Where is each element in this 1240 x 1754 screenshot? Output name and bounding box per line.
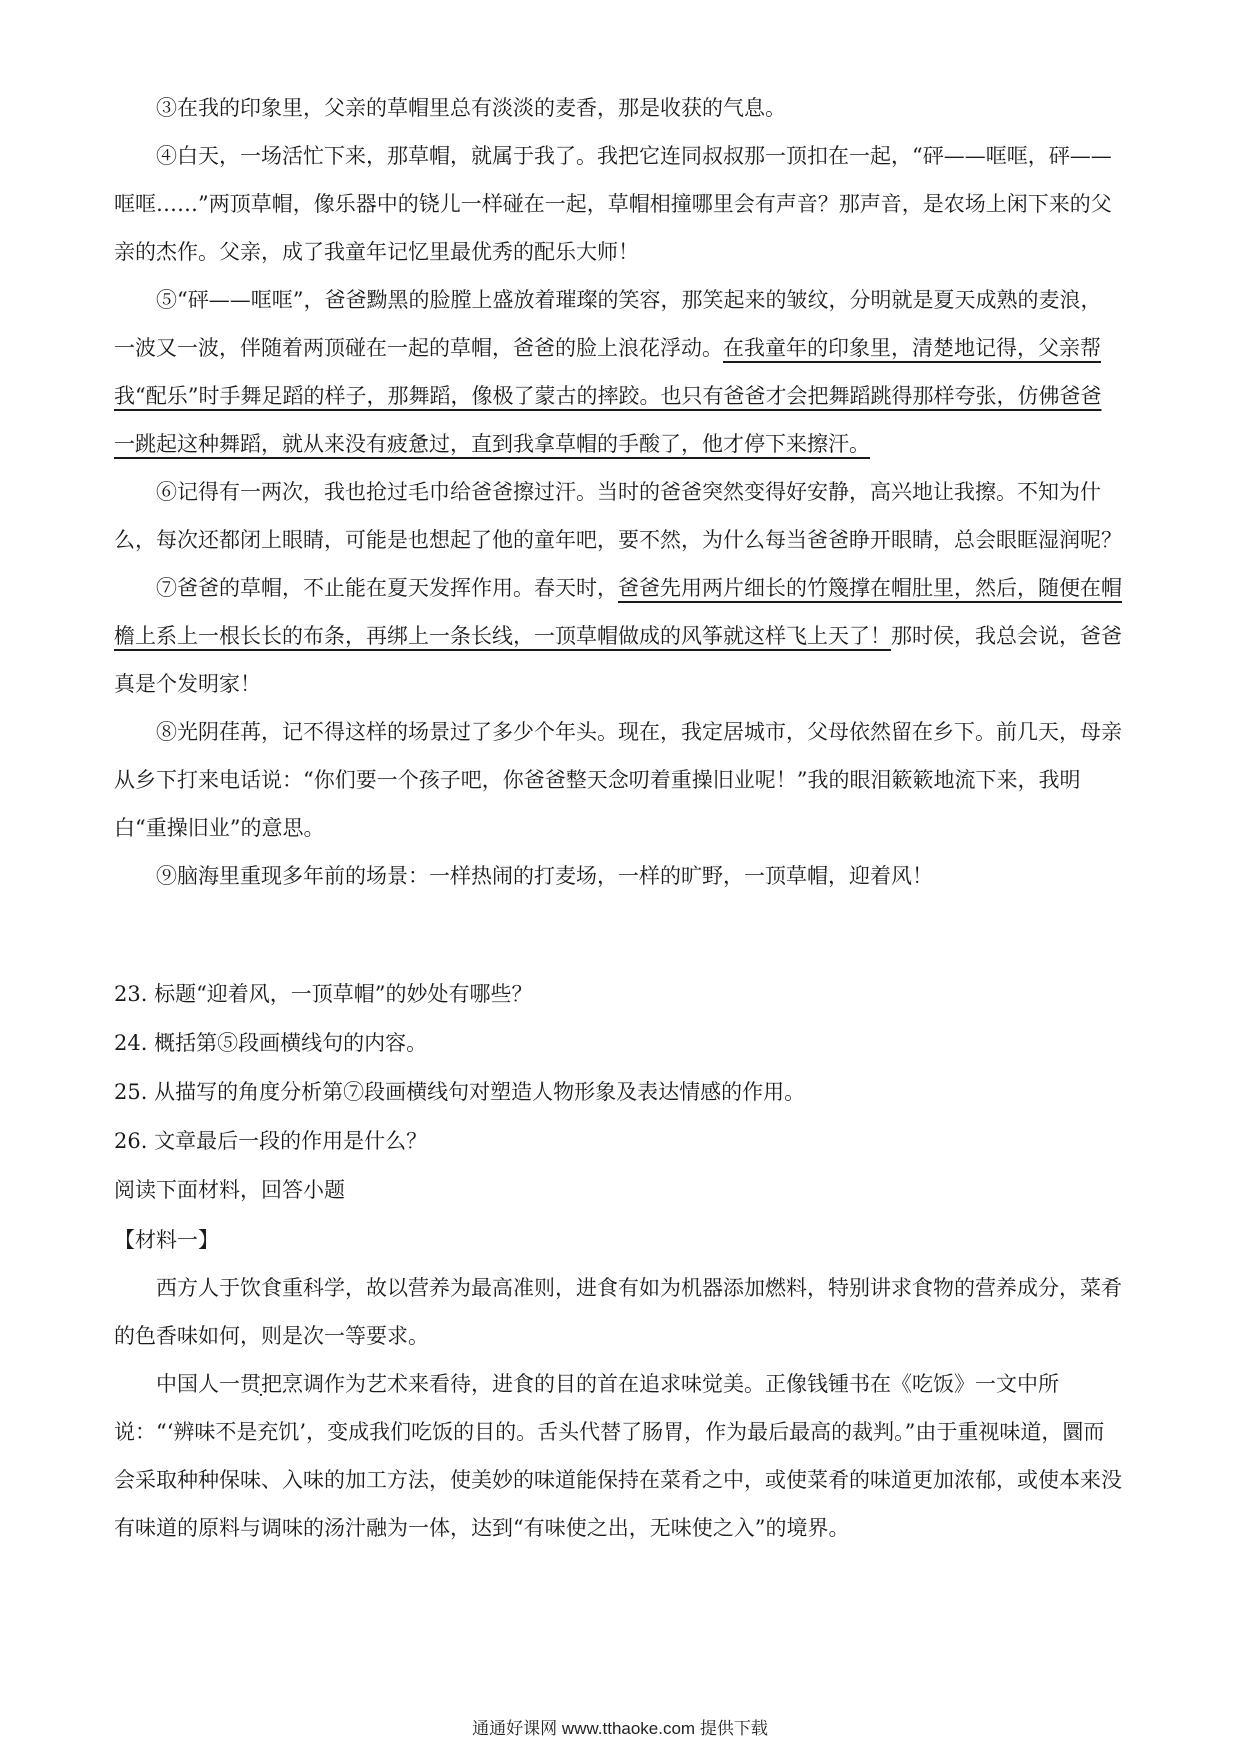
question-25: 25. 从描写的角度分析第⑦段画横线句对塑造人物形象及表达情感的作用。 bbox=[114, 1080, 806, 1104]
material-paragraph-2 bbox=[114, 1360, 1122, 1552]
questions-list bbox=[114, 970, 1122, 1215]
reading-instruction: 阅读下面材料，回答小题 bbox=[114, 1178, 345, 1202]
paragraph-4: ④白天，一场活忙下来，那草帽，就属于我了。我把它连同叔叔那一顶扣在一起，“砰——哐哐，砰——哐哐……”两顶草帽，像乐器中的铙儿一样碰在一起，草帽相撞哪里会有声音？那声音，是农场上闲下来的父亲的杰作。父亲，成了我童年记忆里最优秀的配乐大师！ bbox=[114, 144, 1112, 264]
material-heading: 【材料一】 bbox=[114, 1228, 219, 1252]
paragraph-5-text: ⑤“砰——哐哐”，爸爸黝黑的脸膛上盛放着璀璨的笑容，那笑起来的皱纹，分明就是夏天成熟的麦浪，一波又一波，伴随着两顶碰在一起的草帽，爸爸的脸上浪花浮动。 bbox=[114, 288, 1102, 360]
paragraph-5-underlined-sentence: 在我童年的印象里，清楚地记得，父亲帮我“配乐”时手舞足蹈的样子，那舞蹈，像极了蒙古的摔跤。也只有爸爸才会把舞蹈跳得那样夸张，仿佛爸爸一跳起这种舞蹈，就从来没有疲惫过，直到我拿草帽的手酸了，他才停下来擦汗。 bbox=[114, 336, 1102, 456]
paragraph-7 bbox=[114, 564, 1122, 708]
material-paragraph-2-start: 中国人 bbox=[156, 1372, 219, 1396]
paragraph-7-text-end: 那时侯，我总会说，爸爸真是个发明家！ bbox=[114, 624, 1122, 696]
paragraph-5 bbox=[114, 276, 1122, 468]
question-23: 23. 标题“迎着风，一顶草帽”的妙处有哪些？ bbox=[114, 982, 533, 1006]
paragraph-9: ⑨脑海里重现多年前的场景：一样热闹的打麦场，一样的旷野，一顶草帽，迎着风！ bbox=[156, 864, 933, 888]
paragraph-7-text-start: ⑦爸爸的草帽，不止能在夏天发挥作用。春天时， bbox=[156, 576, 618, 600]
question-24: 24. 概括第⑤段画横线句的内容。 bbox=[114, 1031, 428, 1055]
material-paragraph-2-rest: 把烹调作为艺术来看待，进食的目的首在追求味觉美。正像钱锺书在《吃饭》一文中所说：“‘辨味不是充饥’，变成我们吃饭的目的。舌头代替了肠胃，作为最后最高的裁判。”由于重视味道，圜而会采取种种保味、入味的加工方法，使美妙的味道能保持在菜肴之中，或使菜肴的味道更加浓郁，或使本来没有味道的原料与调味的汤汁融为一体，达到“有味使之出，无味使之入”的境界。 bbox=[114, 1372, 1122, 1540]
page-footer: 通通好课网 www.tthaoke.com 提供下载 bbox=[472, 1719, 768, 1738]
paragraph-7-underlined-sentence: 爸爸先用两片细长的竹篾撑在帽肚里，然后，随便在帽檐上系上一根长长的布条，再绑上一条长线，一顶草帽做成的风筝就这样飞上天了！ bbox=[114, 576, 1122, 648]
question-26: 26. 文章最后一段的作用是什么？ bbox=[114, 1129, 428, 1153]
story-section bbox=[114, 84, 1122, 900]
paragraph-3: ③在我的印象里，父亲的草帽里总有淡淡的麦香，那是收获的气息。 bbox=[156, 96, 786, 120]
material-section bbox=[114, 1216, 1122, 1552]
material-paragraph-1: 西方人于饮食重科学，故以营养为最高准则，进食有如为机器添加燃料，特别讲求食物的营养成分，菜肴的色香味如何，则是次一等要求。 bbox=[114, 1276, 1122, 1348]
dotted-emphasis-word: 一贯 bbox=[219, 1372, 261, 1396]
paragraph-6: ⑥记得有一两次，我也抢过毛巾给爸爸擦过汗。当时的爸爸突然变得好安静，高兴地让我擦。不知为什么，每次还都闭上眼睛，可能是也想起了他的童年吧，要不然，为什么每当爸爸睁开眼睛，总会眼眶湿润呢？ bbox=[114, 480, 1122, 552]
paragraph-8: ⑧光阴荏苒，记不得这样的场景过了多少个年头。现在，我定居城市，父母依然留在乡下。前几天，母亲从乡下打来电话说：“你们要一个孩子吧，你爸爸整天念叨着重操旧业呢！”我的眼泪簌簌地流下来，我明白“重操旧业”的意思。 bbox=[114, 720, 1122, 840]
